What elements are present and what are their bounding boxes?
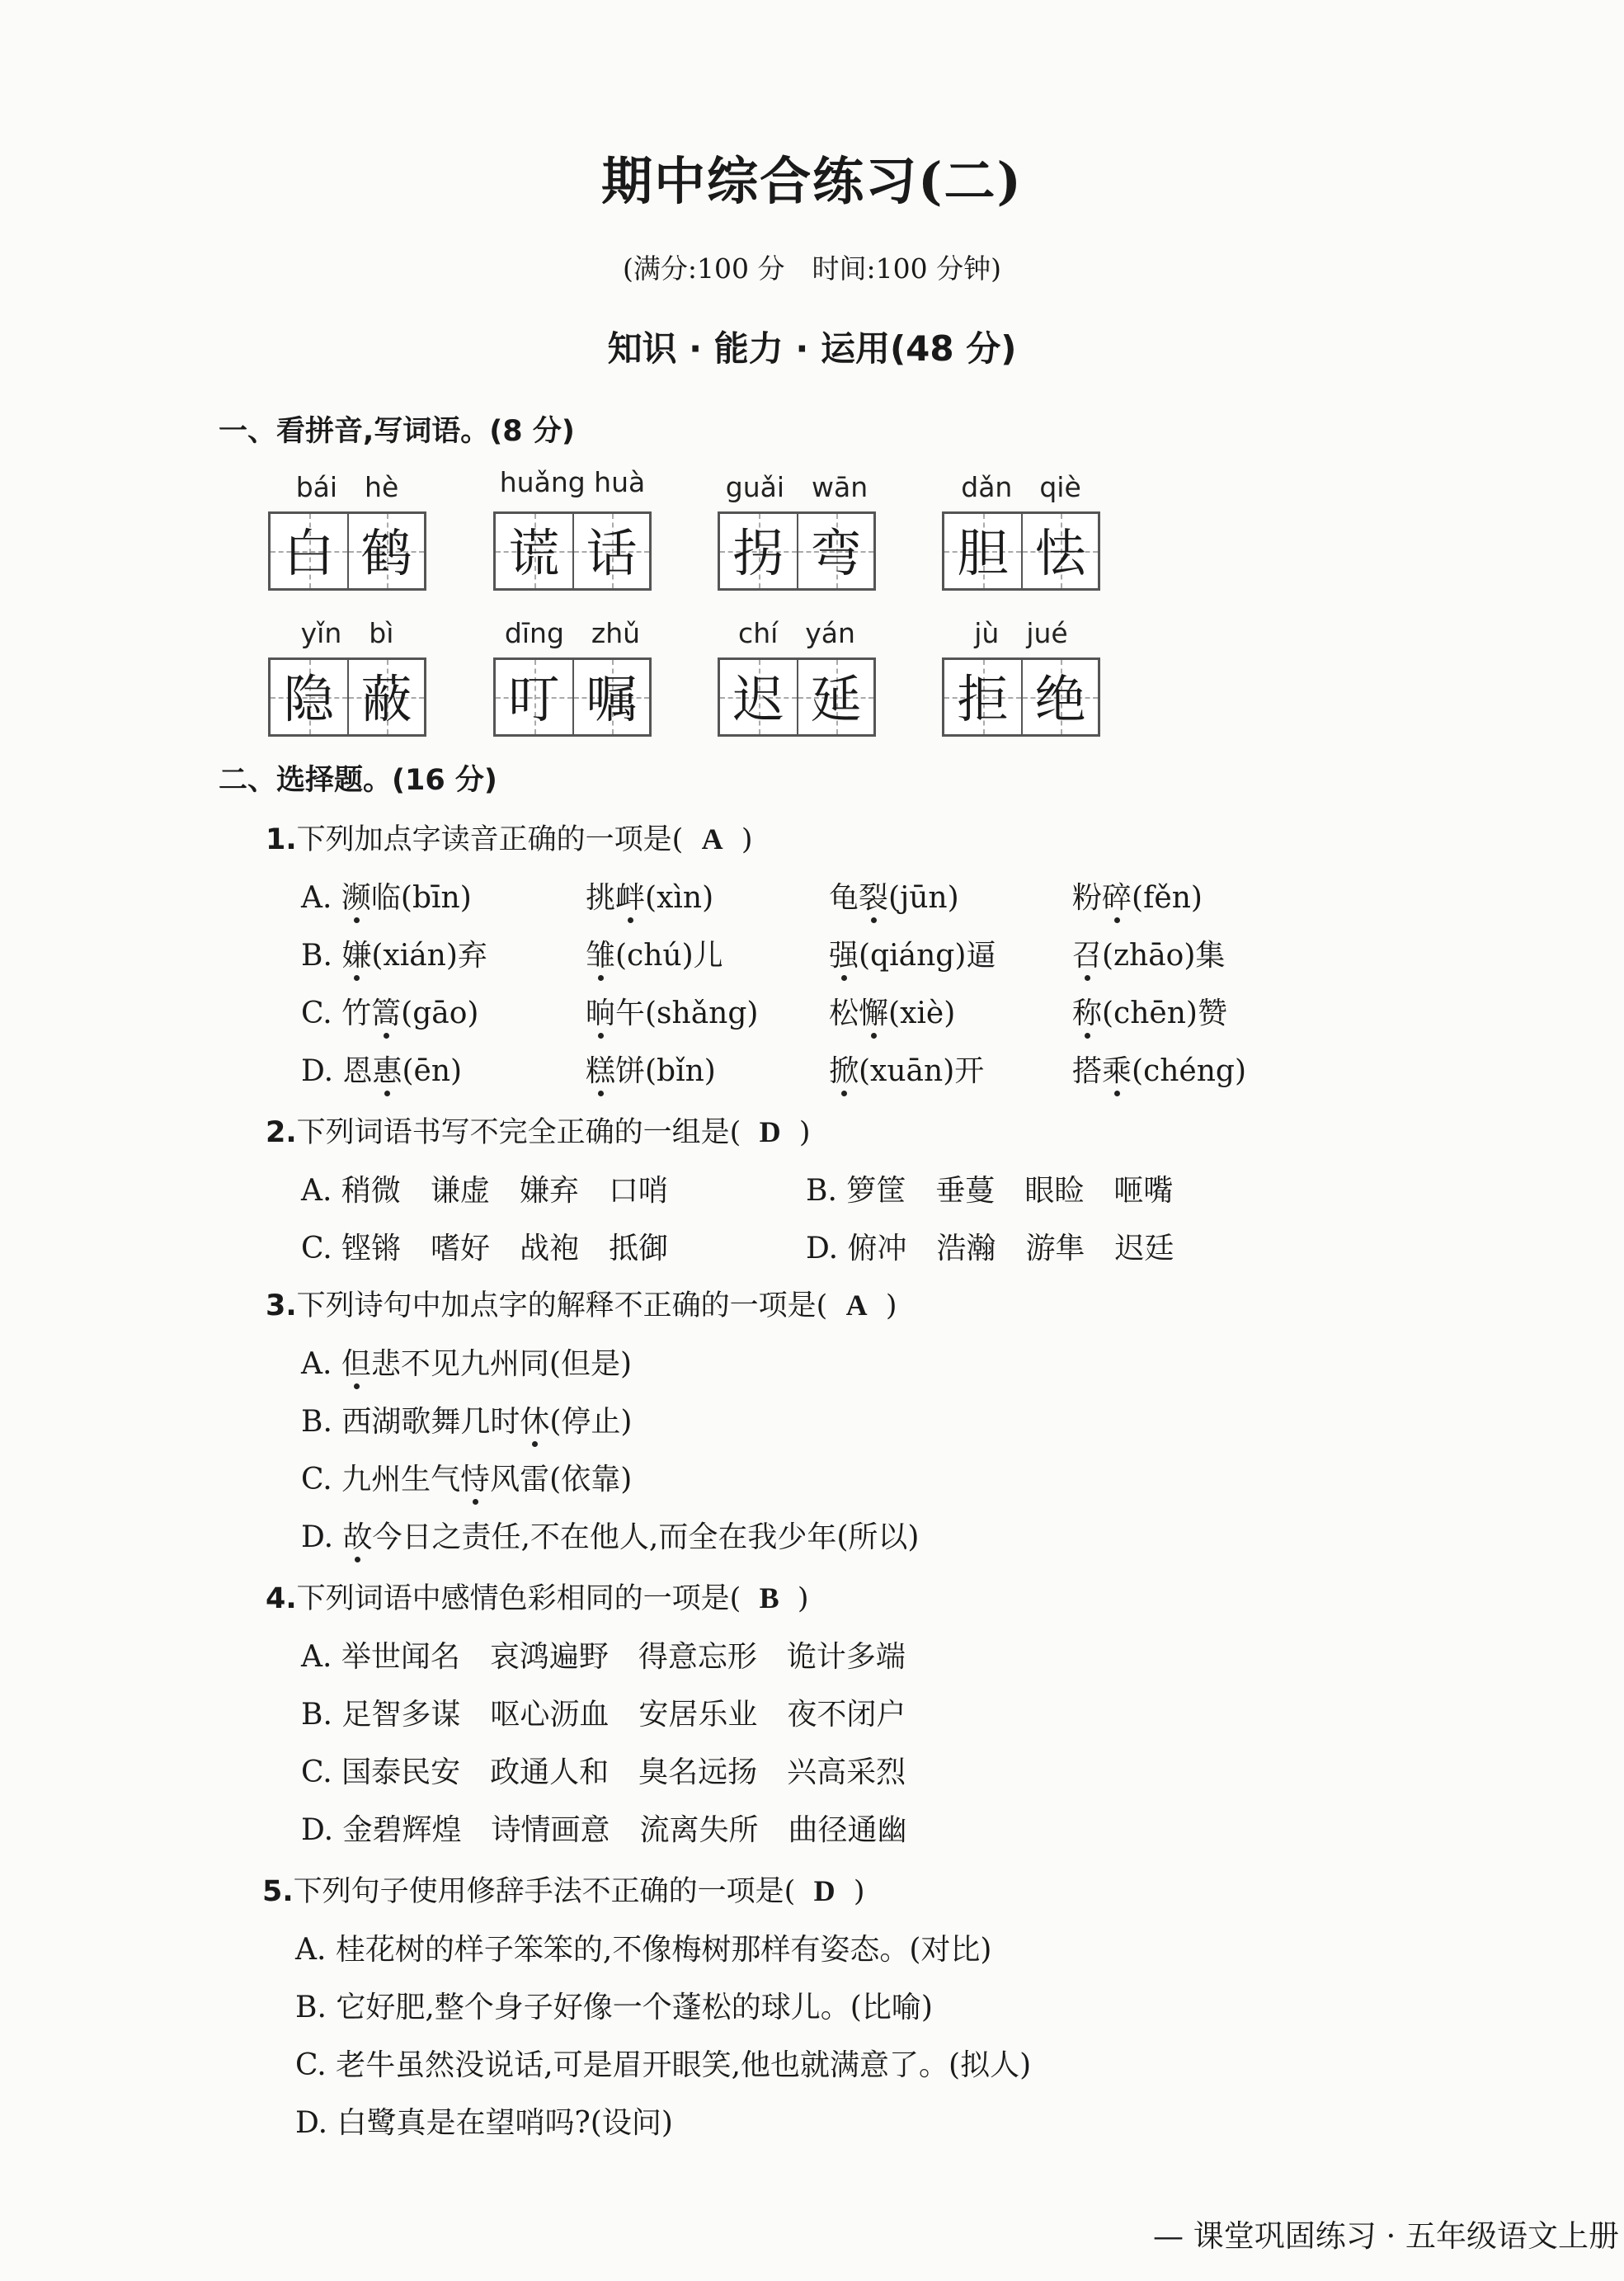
option-item xyxy=(586,990,758,1032)
page-footer: — 课堂巩固练习 · 五年级语文上册 xyxy=(1152,2218,1619,2254)
dotted-character: 濒 xyxy=(341,881,371,915)
pinyin-label: chí yán xyxy=(738,617,855,649)
option-text: (fěn) xyxy=(1132,881,1203,915)
grid-cell xyxy=(1021,514,1098,588)
option-item xyxy=(301,932,487,974)
option-c: C. 国泰民安 政通人和 臭名远扬 兴高采烈 xyxy=(301,1756,906,1789)
option-item xyxy=(301,1456,632,1498)
dotted-character: 但 xyxy=(341,1347,371,1381)
option-text: B. 西湖歌舞几时 xyxy=(301,1405,520,1439)
answer-mark: B xyxy=(759,1581,779,1614)
question-text: 下列词语中感情色彩相同的一项是( xyxy=(296,1582,741,1615)
option-item xyxy=(829,932,996,974)
grid-cell xyxy=(1021,660,1098,734)
option-b: B. 足智多谋 呕心沥血 安居乐业 夜不闭户 xyxy=(301,1698,906,1732)
grid-cell xyxy=(720,514,797,588)
grid-cell xyxy=(347,514,424,588)
question-text: 下列加点字读音正确的一项是( xyxy=(296,823,684,856)
dotted-character: 懈 xyxy=(859,997,889,1030)
dotted-character: 恃 xyxy=(460,1463,491,1496)
option-c: C. 老牛虽然没说话,可是眉开眼笑,他也就满意了。(拟人) xyxy=(295,2048,1032,2082)
dotted-character: 雏 xyxy=(586,939,616,973)
option-item xyxy=(1072,932,1225,974)
option-item xyxy=(301,874,472,917)
option-text: A. xyxy=(301,881,341,915)
option-item xyxy=(586,874,713,917)
dotted-character: 晌 xyxy=(586,997,616,1030)
grid-cell xyxy=(572,514,649,588)
option-b: B. 它好肥,整个身子好像一个蓬松的球儿。(比喻) xyxy=(295,1991,933,2024)
dotted-character: 嫌 xyxy=(341,939,372,973)
section-heading: 知识 · 能力 · 运用(48 分) xyxy=(607,328,1017,369)
part1-heading: 一、看拼音,写词语。(8 分) xyxy=(219,415,575,448)
option-text: 风雷(依靠) xyxy=(490,1463,633,1496)
answer-mark: D xyxy=(759,1115,781,1148)
option-text: (xuān)开 xyxy=(859,1054,985,1088)
answer-character: 话 xyxy=(586,523,638,583)
option-text: (qiáng)逼 xyxy=(859,939,996,973)
option-text: 今日之责任,不在他人,而全在我少年(所以) xyxy=(372,1520,920,1554)
pinyin-label: bái hè xyxy=(295,471,399,503)
option-text: (xiè) xyxy=(888,997,956,1030)
option-item xyxy=(301,1514,919,1556)
question-close: ) xyxy=(741,823,753,856)
option-text: 悲不见九州同(但是) xyxy=(370,1347,632,1381)
answer-character: 迟 xyxy=(732,669,784,729)
answer-character: 怯 xyxy=(1034,523,1086,583)
answer-mark: A xyxy=(701,822,723,855)
tianzige-grid xyxy=(718,511,876,591)
option-text: (xián)弃 xyxy=(371,939,487,973)
answer-character: 胆 xyxy=(957,523,1009,583)
option-text: C. 竹 xyxy=(301,997,372,1030)
question-number: 5. xyxy=(262,1875,294,1908)
answer-character: 拒 xyxy=(957,669,1009,729)
option-a: A. 稍微 谦虚 嫌弃 口哨 xyxy=(301,1174,668,1208)
option-text: (ēn) xyxy=(402,1054,463,1088)
page-title: 期中综合练习(二) xyxy=(601,151,1023,211)
tianzige-grid xyxy=(493,511,652,591)
answer-character: 嘱 xyxy=(586,669,638,729)
answer-character: 弯 xyxy=(810,523,862,583)
question-number: 4. xyxy=(266,1582,297,1615)
dotted-character: 裂 xyxy=(859,881,889,915)
grid-cell xyxy=(944,660,1021,734)
grid-cell xyxy=(271,660,347,734)
option-item xyxy=(301,990,478,1032)
answer-character: 鹤 xyxy=(360,523,412,583)
question-close: ) xyxy=(798,1116,811,1149)
option-text: (jūn) xyxy=(888,881,959,915)
answer-character: 延 xyxy=(810,669,862,729)
pinyin-label: yǐn bì xyxy=(300,617,394,649)
option-text: (gāo) xyxy=(401,997,479,1030)
option-a: A. 举世闻名 哀鸿遍野 得意忘形 诡计多端 xyxy=(301,1640,906,1674)
answer-character: 谎 xyxy=(508,523,560,583)
answer-character: 拐 xyxy=(732,523,784,583)
grid-cell xyxy=(944,514,1021,588)
option-b: B. 箩筐 垂蔓 眼睑 咂嘴 xyxy=(806,1174,1174,1208)
option-text: A. xyxy=(301,1347,341,1381)
question-text: 下列词语书写不完全正确的一组是( xyxy=(296,1116,741,1149)
question-4 xyxy=(266,1576,809,1617)
answer-character: 蔽 xyxy=(360,669,412,729)
tianzige-grid xyxy=(268,657,426,737)
tianzige-grid xyxy=(268,511,426,591)
option-d: D. 俯冲 浩瀚 游隼 迟廷 xyxy=(806,1232,1174,1265)
tianzige-grid xyxy=(718,657,876,737)
option-text: (chēn)赞 xyxy=(1102,997,1227,1030)
grid-cell xyxy=(496,660,572,734)
grid-cell xyxy=(271,514,347,588)
option-text: C. 九州生气 xyxy=(301,1463,461,1496)
dotted-character: 惠 xyxy=(372,1054,402,1088)
pinyin-label: guǎi wān xyxy=(725,471,868,503)
answer-character: 叮 xyxy=(508,669,560,729)
option-text: 搭 xyxy=(1072,1054,1103,1088)
option-text: (chéng) xyxy=(1132,1054,1247,1088)
dotted-character: 掀 xyxy=(829,1054,859,1088)
answer-character: 隐 xyxy=(283,669,335,729)
dotted-character: 碎 xyxy=(1102,881,1132,915)
option-item xyxy=(586,932,723,974)
option-text: B. xyxy=(301,939,342,973)
question-3 xyxy=(266,1283,897,1324)
option-item xyxy=(301,1048,462,1090)
grid-cell xyxy=(797,514,873,588)
option-text: 粉 xyxy=(1072,881,1103,915)
tianzige-grid xyxy=(493,657,652,737)
option-text: 龟 xyxy=(829,881,859,915)
question-1 xyxy=(266,817,753,858)
question-text: 下列句子使用修辞手法不正确的一项是( xyxy=(293,1875,796,1908)
dotted-character: 称 xyxy=(1072,997,1103,1030)
dotted-character: 召 xyxy=(1072,939,1103,973)
option-text: 午(shǎng) xyxy=(615,997,759,1030)
pinyin-label: jù jué xyxy=(974,617,1068,649)
question-text: 下列诗句中加点字的解释不正确的一项是( xyxy=(296,1289,828,1322)
part2-heading: 二、选择题。(16 分) xyxy=(219,764,497,797)
option-d: D. 白鹭真是在望哨吗?(设问) xyxy=(295,2106,673,2140)
answer-character: 白 xyxy=(283,523,335,583)
option-item xyxy=(1072,1048,1246,1090)
option-a: A. 桂花树的样子笨笨的,不像梅树那样有姿态。(对比) xyxy=(295,1933,992,1967)
page-subtitle: (满分:100 分 时间:100 分钟) xyxy=(623,252,1001,285)
dotted-character: 糕 xyxy=(586,1054,616,1088)
answer-character: 绝 xyxy=(1034,669,1086,729)
question-close: ) xyxy=(797,1582,809,1615)
option-d: D. 金碧辉煌 诗情画意 流离失所 曲径通幽 xyxy=(301,1813,907,1847)
grid-cell xyxy=(720,660,797,734)
pinyin-label: dǎn qiè xyxy=(961,471,1081,503)
question-5 xyxy=(262,1869,865,1910)
option-text: (停止) xyxy=(549,1405,633,1439)
dotted-character: 乘 xyxy=(1102,1054,1132,1088)
question-number: 2. xyxy=(266,1116,297,1149)
question-2 xyxy=(266,1110,811,1151)
option-text: D. 恩 xyxy=(301,1054,373,1088)
option-text: (xìn) xyxy=(645,881,714,915)
question-close: ) xyxy=(885,1289,897,1322)
tianzige-grid xyxy=(942,657,1100,737)
option-text: 松 xyxy=(829,997,859,1030)
answer-mark: D xyxy=(813,1874,836,1907)
dotted-character: 强 xyxy=(829,939,859,973)
option-text: D. xyxy=(301,1520,343,1554)
option-item xyxy=(1072,874,1203,917)
pinyin-label: huǎng huà xyxy=(499,466,646,498)
option-item xyxy=(586,1048,716,1090)
grid-cell xyxy=(496,514,572,588)
dotted-character: 篙 xyxy=(371,997,402,1030)
option-item xyxy=(829,990,955,1032)
dotted-character: 衅 xyxy=(615,881,646,915)
option-item xyxy=(1072,990,1227,1032)
answer-mark: A xyxy=(845,1289,868,1322)
option-text: (chú)儿 xyxy=(615,939,723,973)
pinyin-label: dīng zhǔ xyxy=(504,617,641,649)
grid-cell xyxy=(572,660,649,734)
grid-cell xyxy=(797,660,873,734)
dotted-character: 故 xyxy=(342,1520,373,1554)
option-text: 临(bīn) xyxy=(370,881,472,915)
option-c: C. 铿锵 嗜好 战袍 抵御 xyxy=(301,1232,669,1265)
option-item xyxy=(301,1341,632,1383)
dotted-character: 休 xyxy=(520,1405,550,1439)
tianzige-grid xyxy=(942,511,1100,591)
option-item xyxy=(829,874,959,917)
question-number: 3. xyxy=(266,1289,297,1322)
question-close: ) xyxy=(853,1875,865,1908)
question-number: 1. xyxy=(266,823,297,856)
option-text: (zhāo)集 xyxy=(1102,939,1226,973)
grid-cell xyxy=(347,660,424,734)
option-item xyxy=(301,1398,632,1440)
option-text: 挑 xyxy=(586,881,616,915)
option-item xyxy=(829,1048,984,1090)
option-text: 饼(bǐn) xyxy=(615,1054,716,1088)
